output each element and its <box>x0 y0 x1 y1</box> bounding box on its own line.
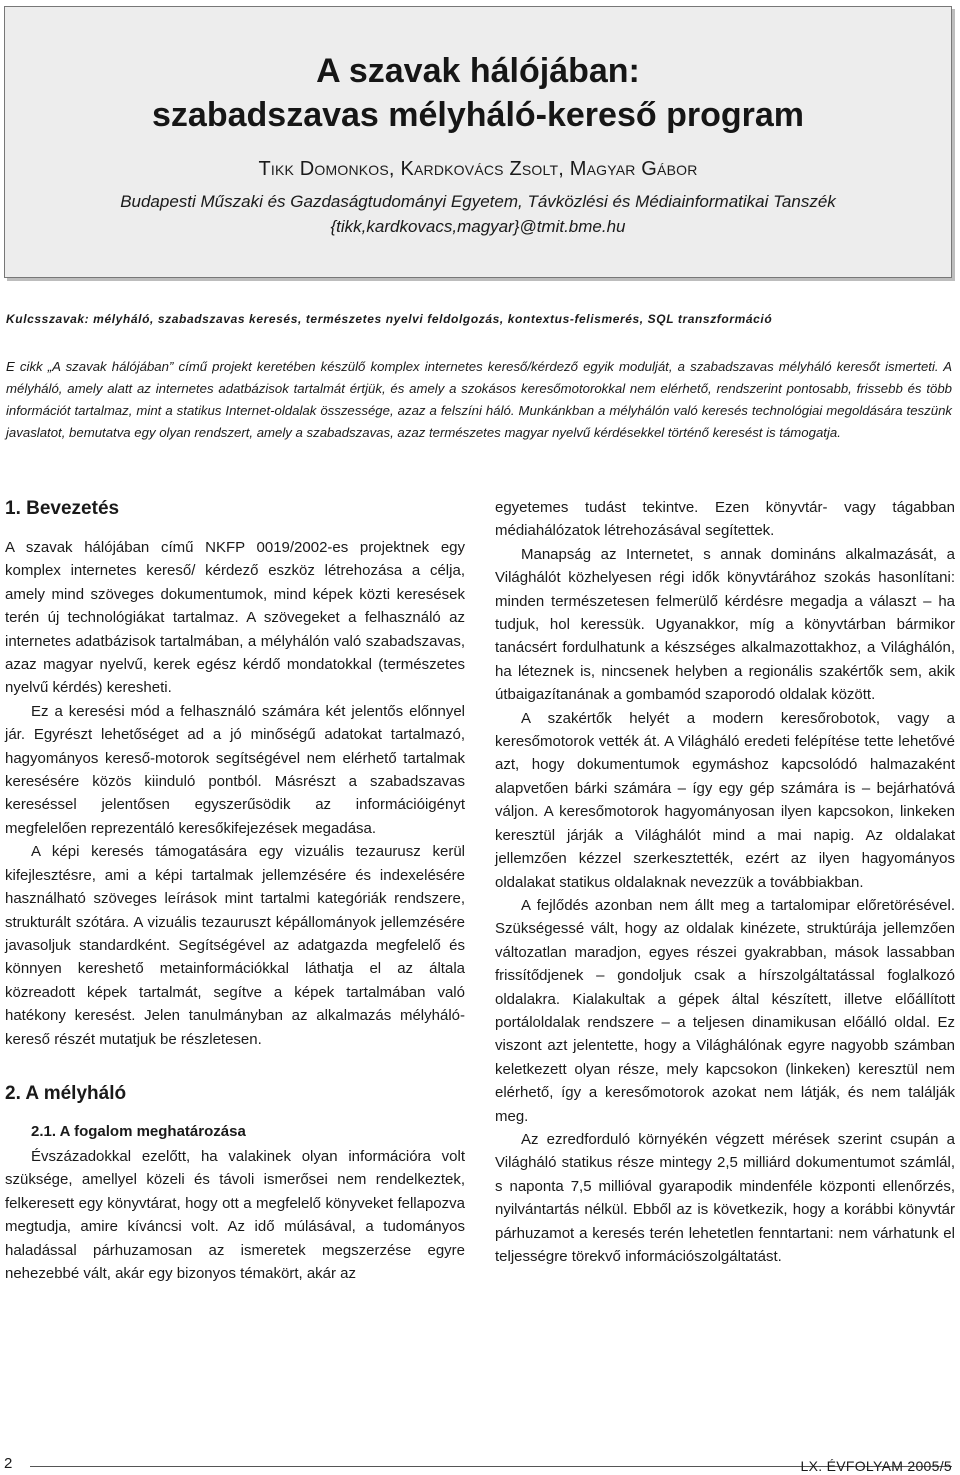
right-column <box>495 496 955 1268</box>
author-emails: {tikk,kardkovacs,magyar}@tmit.bme.hu <box>330 217 626 236</box>
abstract: E cikk „A szavak hálójában” című projekt keretében készülő komplex internetes kereső/kérdező egyik modulját, a szabadszavas mélyháló keresőt ismerteti. A mélyháló, amely alatt az internetes adatbázisok tartalmát értjük, és amely a szokásos keresőmotorokkal nem elérhető, rendszerint pontosabb, frissebb és több információt tartalmaz, mint a statikus Internet-oldalak összessége, azaz a felszíni háló. Munkánkban a mélyhálón való keresés technológiai megoldására teszünk javaslatot, bemutatva egy olyan rendszert, amely a szabadszavas, azaz természetes magyar nyelvű kérdésekkel történő keresést is támogatja. <box>6 359 952 440</box>
section-heading-deep-web: 2. A mélyháló <box>5 1082 127 1104</box>
paragraph: A képi keresés támogatására egy vizuális tezaurusz kerül kifejlesztésre, ami a képi tartalmak jellemzésére és indexelésére használható szöveges leírások mint tartalmi kategóriák rendszere, strukturált szótára. A vizuális tezauruszt képállományok jellemzésére javasoljuk standardként. Segítségével az adatgazda megfelelő és könnyen kereshető metainformációkkal láthatja el az általa közreadott képek tartalmát, segítve a képek tartalmában való hatékony keresést. Jelen tanulmányban az alkalmazás mélyháló-kereső részét mutatjuk be részletesen. <box>5 843 465 1048</box>
journal-issue: LX. ÉVFOLYAM 2005/5 <box>800 1458 952 1474</box>
paragraph: Ez a keresési mód a felhasználó számára két jelentős előnnyel jár. Egyrészt lehetőséget ad a jó minőségű adatokat tartalmazó, hagyományos kereső-motorok segítségével nem elérhető tartalmak keresésére közös kiinduló pontból. Másrészt a szabadszavas kereséssel jelentősen egyszerűsödik az információigényt megfelelően reprezentáló keresőkifejezések megadása. <box>5 702 465 837</box>
paragraph: egyetemes tudást tekintve. Ezen könyvtár- vagy tágabban médiahálózatok létrehozásával segítettek. <box>495 499 955 540</box>
title-box <box>4 6 952 278</box>
section-heading-introduction: 1. Bevezetés <box>5 498 120 519</box>
title-line-1: A szavak hálójában: <box>316 52 640 90</box>
page-number: 2 <box>4 1455 13 1472</box>
left-column <box>5 496 465 1285</box>
paragraph: Évszázadokkal ezelőtt, ha valakinek olyan információra volt szüksége, amellyel közeli és távoli ismerősei nem rendelkeztek, felkeresett egy könyvtárat, hogy ott a megfelelő könyveket fellapozva megtudja, amire kíváncsi volt. Az idő múlásával, a tudományos haladással párhuzamosan az ismeretek megszerzése egyre nehezebbé vált, akár egy bizonyos témakört, akár az <box>5 1147 465 1282</box>
authors: Tikk Domonkos, Kardkovács Zsolt, Magyar Gábor <box>258 158 698 180</box>
affiliation: Budapesti Műszaki és Gazdaságtudományi Egyetem, Távközlési és Médiainformatikai Tanszék <box>120 192 836 211</box>
paragraph: Az ezredforduló környékén végzett mérések szerint csupán a Világháló statikus része mintegy 2,5 milliárd dokumentumot számlál, s naponta 7,5 millióval gyarapodik mindenféle központi ellenőrzés, nyilvántartás nélkül. Ebből az is következik, hogy a korábbi könyvtár párhuzamot a keresés terén lehetetlen fenntartani: nem várhatunk el teljességre törekvő információszolgáltatást. <box>495 1130 955 1265</box>
paragraph: A szakértők helyét a modern keresőrobotok, vagy a keresőmotorok vették át. A Világháló eredeti felépítése tette lehetővé azt, hogy dokumentumok egymáshoz kapcsolódó halmazaként alapvetően bárki számára – így egy gép számára is – bejárhatóvá váljon. A keresőmotorok hagyományosan ilyen kapcsokon, linkeken keresztül járják a Világhálót mind a mai napig. Az oldalakat jellemzően kézzel szerkesztették, ezért az ilyen hagyományos oldalakat statikus oldalaknak nevezzük a továbbiakban. <box>495 709 955 891</box>
title-line-2: szabadszavas mélyháló-kereső program <box>152 96 804 134</box>
paragraph: A fejlődés azonban nem állt meg a tartalomipar előretörésével. Szükségessé vált, hogy az oldalak kinézete, struktúrája jellemzően változatlan maradjon, egyes részei gyakrabban, mások lassabban frissítődjenek – gondoljuk csak a hírszolgáltatással foglalkozó oldalakra. Kialakultak a gépek által készített, illetve előállított portáloldalak rendszere – a teljesen dinamikusan előálló oldal. Ez viszont azt jelentette, hogy a Világhálónak egyre nagyobb számban keletkezett olyan része, mely kapcsokon (linkeken) keresztül nem elérhető, így a keresőmotorok azokat nem látják, és nem találják meg. <box>495 896 955 1125</box>
paper-title <box>5 49 951 137</box>
paragraph: A szavak hálójában című NKFP 0019/2002-es projektnek egy komplex internetes kereső/ kérdező eszköz létrehozása a célja, amely mind szöveges dokumentumok, mind képek közti keresések terén új technológiákat tartalmaz. A szövegeket a felhasználó az internetes adatbázisok tartalmában, a mélyhálón való szabadszavas, azaz magyar nyelvű, kerek egész kérdő mondatokkal (természetes nyelvű kérdés) keresheti. <box>5 539 465 697</box>
subsection-heading: 2.1. A fogalom meghatározása <box>31 1122 246 1140</box>
paragraph: Manapság az Internetet, s annak domináns alkalmazását, a Világhálót közhelyesen régi idők könyvtárához szokás hasonlítani: minden természetesen felmerülő kérdésre megadja a választ – ha tudjuk, hol keressük. Ugyanakkor, míg a könyvtárban bármikor tanácsért fordulhatunk a készséges alkalmazottakhoz, a Világhálón, ha léteznek is, nincsenek helyben a regionális szakértők sem, akik útbaigazítanának a gombamód szaporodó oldalak között. <box>495 545 955 704</box>
keywords: Kulcsszavak: mélyháló, szabadszavas keresés, természetes nyelvi feldolgozás, kontextus-felismerés, SQL transzformáció <box>6 312 773 326</box>
